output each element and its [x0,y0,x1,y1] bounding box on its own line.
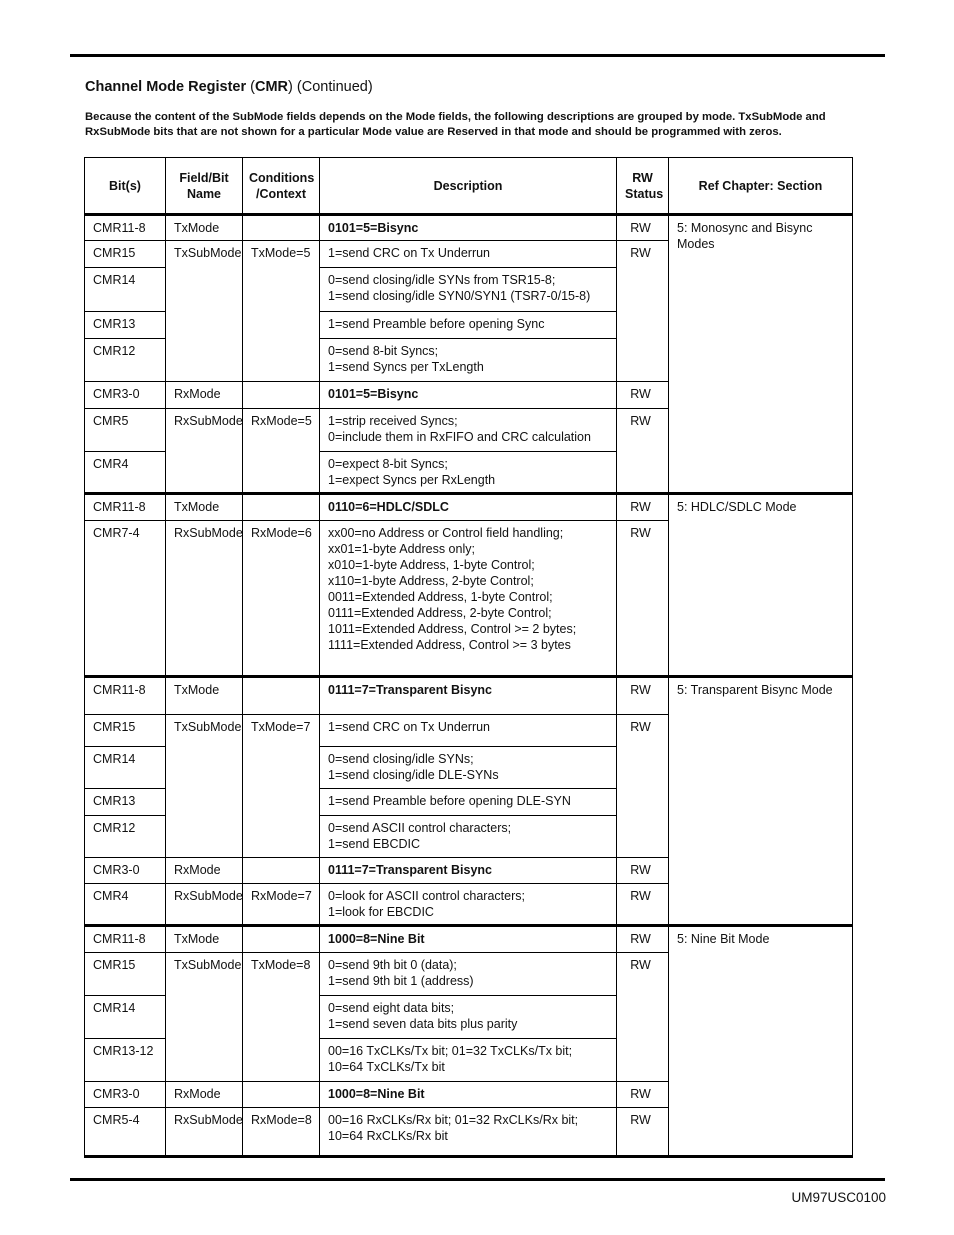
cell-text-field: TxMode [174,932,220,946]
cell-text-bits: CMR4 [93,457,129,471]
cell-text-bits: CMR3-0 [93,1087,140,1101]
cell-text-field: RxMode [174,387,221,401]
cell-text-cond: RxMode=6 [251,526,312,540]
cell-rw [617,382,669,409]
cell-text-desc: 1=send CRC on Tx Underrun [328,246,491,260]
cell-field [166,494,243,521]
cell-desc [320,215,617,241]
cell-text-field: TxMode [174,500,220,514]
title-paren-open: ( [246,79,255,95]
cell-field [166,953,243,1082]
cell-bits [85,816,166,858]
cell-text-bits: CMR5 [93,414,129,428]
cell-text-desc: 1000=8=Nine Bit [328,1087,425,1101]
cell-text-bits: CMR14 [93,752,136,766]
cell-desc [320,1082,617,1108]
cell-text-field: RxSubMode [174,526,243,540]
cell-text-bits: CMR3-0 [93,863,140,877]
table-row [85,494,853,521]
cell-text-rw: RW [630,1087,651,1101]
col-header-field: Field/Bit Name [166,158,243,215]
cell-rw [617,1108,669,1157]
cell-desc [320,1039,617,1082]
cell-bits [85,747,166,789]
cell-desc [320,339,617,382]
cell-rw [617,715,669,858]
cell-text-cond [243,382,319,386]
cell-desc [320,677,617,715]
cell-field [166,715,243,858]
cell-text-rw: RW [630,958,651,972]
cell-cond [243,241,320,382]
cell-ref [669,677,853,926]
cell-text-cond: RxMode=7 [251,889,312,903]
cell-field [166,926,243,953]
cell-text-bits: CMR11-8 [93,683,146,697]
cell-bits [85,312,166,339]
cell-desc [320,747,617,789]
cell-text-field: TxSubMode [174,958,242,972]
cell-field [166,1082,243,1108]
cell-cond [243,521,320,677]
page-title [85,79,373,95]
cell-desc [320,816,617,858]
cell-text-bits: CMR7-4 [93,526,140,540]
cell-text-desc: 0101=5=Bisync [328,387,419,401]
cell-desc [320,715,617,747]
table-body [85,215,853,1157]
cell-field [166,215,243,241]
cell-bits [85,339,166,382]
cell-text-desc: 1=send Preamble before opening DLE-SYN [328,794,571,808]
cell-text-cond: RxMode=8 [251,1113,312,1127]
cell-text-ref: 5: Transparent Bisync Mode [677,683,833,697]
col-header-conditions: Conditions /Context [243,158,320,215]
cell-text-desc: 0=expect 8-bit Syncs; 1=expect Syncs per RxLength [328,457,496,487]
col-header-rw: RW Status [617,158,669,215]
cell-desc [320,884,617,926]
cell-bits [85,1108,166,1157]
cell-text-desc: xx00=no Address or Control field handling; xx01=1-byte Address only; x010=1-byte Address, 1-byte Control; x110=1-byte Address, 2-byte Control; 0011=Extended Address, 1-byte Control; 0111=Extended Address, 2-byte Control; 1011=Extended Address, Control >= 2 bytes; 1111=Extended Address, Control >= 3 bytes [328,526,577,652]
cell-ref [669,494,853,677]
cell-text-bits: CMR13 [93,794,136,808]
cell-text-field: RxMode [174,1087,221,1101]
cell-field [166,382,243,409]
cell-text-rw: RW [630,414,651,428]
cell-cond [243,494,320,521]
cell-desc [320,953,617,996]
cell-desc [320,789,617,816]
cell-text-cond [243,1082,319,1086]
cell-text-field: RxSubMode [174,1113,243,1127]
cell-bits [85,789,166,816]
cell-text-bits: CMR11-8 [93,500,146,514]
cell-cond [243,953,320,1082]
cell-text-rw: RW [630,889,651,903]
cell-text-ref: 5: HDLC/SDLC Mode [677,500,797,514]
cell-field [166,241,243,382]
cell-field [166,884,243,926]
cell-text-bits: CMR5-4 [93,1113,140,1127]
cell-text-bits: CMR12 [93,821,136,835]
cell-bits [85,452,166,494]
cell-desc [320,521,617,677]
cell-text-desc: 1=send Preamble before opening Sync [328,317,545,331]
cell-text-rw: RW [630,387,651,401]
cell-text-desc: 1=strip received Syncs; 0=include them in RxFIFO and CRC calculation [328,414,591,444]
cell-cond [243,409,320,494]
document-code: UM97USC0100 [791,1190,886,1205]
cell-text-bits: CMR4 [93,889,129,903]
cell-text-desc: 0=send closing/idle SYNs; 1=send closing/idle DLE-SYNs [328,752,499,782]
cell-desc [320,452,617,494]
cell-text-field: TxSubMode [174,720,242,734]
cell-text-desc: 0=send closing/idle SYNs from TSR15-8; 1=send closing/idle SYN0/SYN1 (TSR7-0/15-8) [328,273,591,303]
cell-bits [85,494,166,521]
cell-rw [617,953,669,1082]
cell-text-rw: RW [630,683,651,697]
cell-text-bits: CMR15 [93,720,136,734]
cell-text-cond: RxMode=5 [251,414,312,428]
cell-text-cond: TxMode=7 [251,720,311,734]
cell-text-cond: TxMode=8 [251,958,311,972]
cell-text-bits: CMR13 [93,317,136,331]
cell-rw [617,926,669,953]
cell-text-desc: 0=send ASCII control characters; 1=send EBCDIC [328,821,512,851]
table-row [85,215,853,241]
cell-desc [320,241,617,268]
cell-text-desc: 00=16 RxCLKs/Rx bit; 01=32 RxCLKs/Rx bit; 10=64 RxCLKs/Rx bit [328,1113,579,1143]
cell-bits [85,1039,166,1082]
title-suffix: ) (Continued) [288,79,373,95]
cell-field [166,409,243,494]
cell-text-field: RxSubMode [174,889,243,903]
cell-text-rw: RW [630,932,651,946]
cell-rw [617,521,669,677]
cell-text-ref: 5: Monosync and Bisync Modes [677,221,813,251]
cell-text-desc: 1000=8=Nine Bit [328,932,425,946]
cell-text-field: TxMode [174,683,220,697]
cell-text-field: TxMode [174,221,220,235]
cell-field [166,858,243,884]
cell-text-desc: 0=look for ASCII control characters; 1=look for EBCDIC [328,889,525,919]
cell-bits [85,1082,166,1108]
cell-cond [243,858,320,884]
cell-cond [243,1082,320,1108]
cell-bits [85,858,166,884]
cmr-register-table [84,157,853,1158]
cell-rw [617,409,669,494]
cell-text-cond: TxMode=5 [251,246,311,260]
cell-text-desc: 1=send CRC on Tx Underrun [328,720,491,734]
cell-text-bits: CMR15 [93,246,136,260]
cell-text-field: TxSubMode [174,246,242,260]
cell-bits [85,382,166,409]
cell-text-rw: RW [630,526,651,540]
cell-text-rw: RW [630,1113,651,1127]
cell-text-cond [243,927,319,931]
table-row [85,926,853,953]
cell-bits [85,953,166,996]
cell-text-rw: RW [630,221,651,235]
cell-rw [617,884,669,926]
cell-text-bits: CMR13-12 [93,1044,154,1058]
cell-text-bits: CMR11-8 [93,221,146,235]
cell-text-bits: CMR3-0 [93,387,140,401]
cell-text-field: RxMode [174,863,221,877]
cell-bits [85,677,166,715]
cell-text-desc: 0=send 9th bit 0 (data); 1=send 9th bit 1 (address) [328,958,474,988]
cell-text-desc: 00=16 TxCLKs/Tx bit; 01=32 TxCLKs/Tx bit; 10=64 TxCLKs/Tx bit [328,1044,573,1074]
cell-bits [85,268,166,312]
cell-bits [85,715,166,747]
cell-text-ref: 5: Nine Bit Mode [677,932,770,946]
cell-text-desc: 0111=7=Transparent Bisync [328,863,492,877]
cell-ref [669,926,853,1157]
cell-desc [320,494,617,521]
title-bold: Channel Mode Register [85,79,247,95]
cell-text-desc: 0=send eight data bits; 1=send seven data bits plus parity [328,1001,518,1031]
cell-desc [320,312,617,339]
cell-text-bits: CMR11-8 [93,932,146,946]
cell-rw [617,494,669,521]
cell-bits [85,241,166,268]
cell-cond [243,1108,320,1157]
cell-text-desc: 0110=6=HDLC/SDLC [328,500,449,514]
cell-text-cond [243,216,319,220]
table-row [85,677,853,715]
cell-bits [85,996,166,1039]
cell-field [166,1108,243,1157]
col-header-ref: Ref Chapter: Section [669,158,853,215]
cell-text-desc: 0=send 8-bit Syncs; 1=send Syncs per TxLength [328,344,484,374]
intro-paragraph: Because the content of the SubMode fields depends on the Mode fields, the following descriptions are grouped by mode. TxSubMode and RxSubMode bits that are not shown for a particular Mode value are Reserved in that mode and should be programmed with zeros. [85,111,826,138]
cell-desc [320,1108,617,1157]
cell-cond [243,715,320,858]
cell-text-bits: CMR15 [93,958,136,972]
cell-text-field: RxSubMode [174,414,243,428]
cell-text-rw: RW [630,720,651,734]
cell-text-desc: 0101=5=Bisync [328,221,419,235]
cell-field [166,677,243,715]
cell-ref [669,215,853,494]
cell-bits [85,521,166,677]
cell-bits [85,926,166,953]
cell-bits [85,884,166,926]
bottom-rule [70,1178,885,1181]
cell-text-bits: CMR14 [93,273,136,287]
cell-rw [617,241,669,382]
cell-rw [617,215,669,241]
cell-text-cond [243,858,319,862]
cell-text-cond [243,678,319,682]
cell-bits [85,409,166,452]
cell-cond [243,884,320,926]
cell-text-bits: CMR14 [93,1001,136,1015]
cell-desc [320,268,617,312]
title-abbr: CMR [255,79,289,95]
cell-text-bits: CMR12 [93,344,136,358]
cell-rw [617,677,669,715]
cell-text-rw: RW [630,246,651,260]
cell-desc [320,926,617,953]
col-header-bits: Bit(s) [85,158,166,215]
cell-text-rw: RW [630,500,651,514]
top-rule [70,54,885,57]
cell-text-cond [243,495,319,499]
col-header-description: Description [320,158,617,215]
cell-rw [617,858,669,884]
cell-bits [85,215,166,241]
cell-cond [243,926,320,953]
cell-cond [243,382,320,409]
cell-desc [320,996,617,1039]
cell-desc [320,858,617,884]
cell-desc [320,409,617,452]
cell-field [166,521,243,677]
cell-desc [320,382,617,409]
cell-text-desc: 0111=7=Transparent Bisync [328,683,492,697]
cell-cond [243,677,320,715]
cell-text-rw: RW [630,863,651,877]
cell-rw [617,1082,669,1108]
table-header-row [85,158,853,215]
cell-cond [243,215,320,241]
